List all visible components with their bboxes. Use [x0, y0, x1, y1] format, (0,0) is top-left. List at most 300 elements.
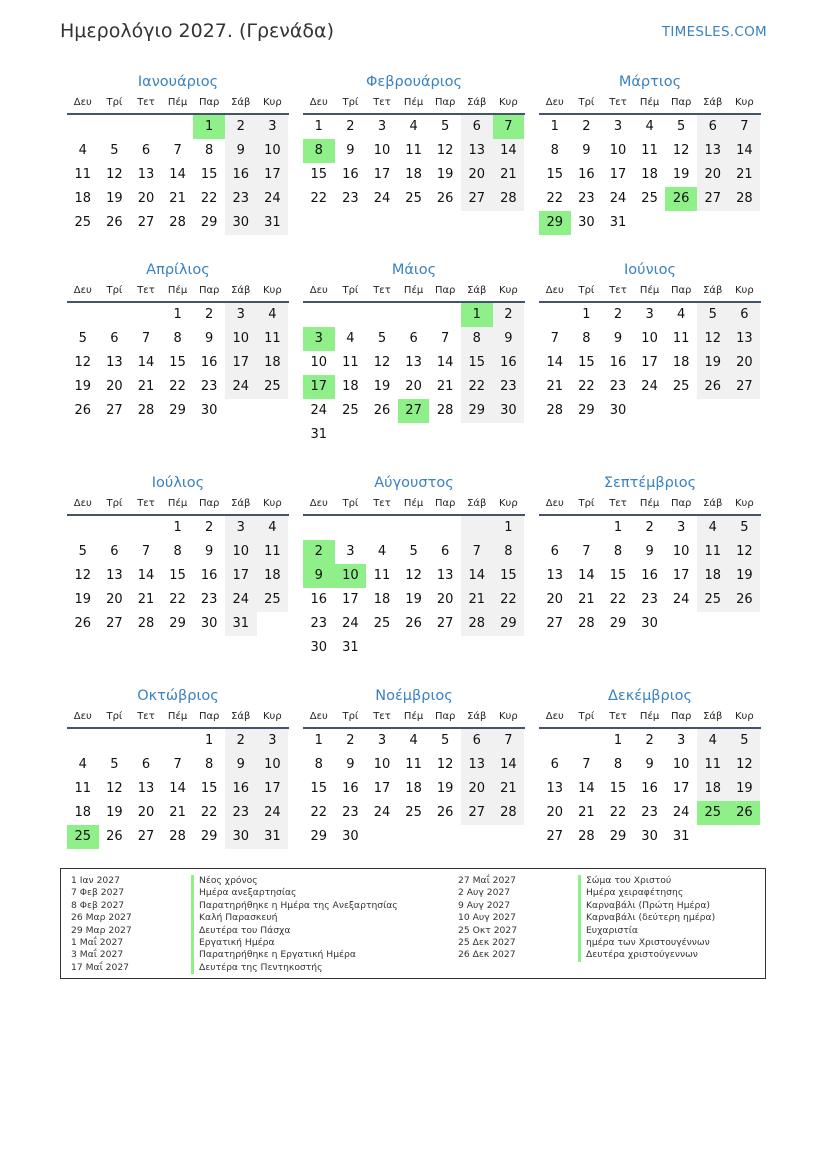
holiday-name: Καρναβάλι (δεύτερη ημέρα)	[578, 912, 715, 924]
day-cell: 7	[550, 331, 559, 346]
day-cell: 27	[137, 829, 155, 844]
empty-cell	[697, 825, 729, 849]
day-cell: 28	[493, 187, 525, 211]
weekday-header	[303, 707, 525, 729]
day-cell: 24	[310, 403, 328, 418]
day-cell: 3	[677, 733, 686, 748]
legend-item	[71, 900, 398, 912]
day-cell: 1	[613, 733, 623, 748]
weekday-header	[303, 494, 525, 516]
empty-cell	[366, 825, 398, 849]
day-cell: 27	[729, 375, 761, 399]
weekday-label: Σάβ	[467, 285, 487, 296]
week-row	[303, 564, 525, 588]
day-cell: 30	[342, 829, 359, 844]
day-cell: 10	[641, 331, 658, 346]
month-name: Δεκέμβριος	[607, 688, 693, 704]
weekday-label: Σάβ	[231, 711, 251, 722]
legend-item	[458, 887, 715, 899]
day-cell: 6	[110, 544, 119, 559]
weekday-label: Δευ	[73, 711, 92, 722]
day-cell: 2	[225, 115, 257, 139]
month-name: Σεπτέμβριος	[603, 475, 697, 491]
day-cell: 3	[677, 520, 686, 535]
day-cell: 8	[205, 143, 214, 158]
empty-cell	[634, 211, 666, 235]
day-cell: 5	[441, 733, 450, 748]
day-cell: 16	[342, 781, 359, 796]
day-cell: 20	[546, 592, 564, 607]
holiday-date: 29 Μαρ 2027	[71, 924, 132, 936]
day-cell: 29	[200, 829, 218, 844]
week-row	[303, 516, 525, 540]
day-cell: 23	[641, 805, 658, 820]
weekday-label: Κυρ	[263, 97, 282, 108]
holiday-day-cell: 2	[303, 540, 335, 564]
day-cell: 30	[641, 829, 658, 844]
day-cell: 28	[436, 403, 454, 418]
day-cell: 12	[106, 167, 123, 182]
day-cell: 22	[461, 375, 493, 399]
day-cell: 2	[582, 119, 591, 134]
weekday-label: Παρ	[198, 498, 220, 509]
day-cell: 4	[409, 119, 418, 134]
day-cell: 24	[257, 801, 289, 825]
day-cell: 6	[441, 544, 450, 559]
day-cell: 5	[110, 143, 119, 158]
day-cell: 4	[677, 307, 686, 322]
weekday-header	[539, 707, 761, 729]
weekday-label: Σάβ	[703, 97, 723, 108]
day-cell: 29	[578, 403, 595, 418]
weekday-label: Πέμ	[639, 285, 660, 296]
holiday-date: 1 Μαΐ 2027	[71, 936, 124, 948]
weekday-label: Δευ	[545, 97, 564, 108]
day-cell: 26	[405, 616, 422, 631]
day-cell: 17	[342, 592, 359, 607]
empty-cell	[539, 516, 571, 540]
weekday-header	[67, 93, 289, 115]
legend-item	[71, 912, 398, 924]
legend-item	[71, 937, 398, 949]
week-row	[67, 540, 289, 564]
weekday-label: Σάβ	[703, 498, 723, 509]
week-row	[303, 187, 525, 211]
week-row	[539, 777, 761, 801]
day-cell: 12	[672, 143, 690, 158]
week-row	[539, 163, 761, 187]
day-cell: 23	[225, 801, 257, 825]
day-cell: 2	[645, 520, 654, 535]
day-cell: 31	[609, 215, 627, 230]
day-cell: 26	[74, 403, 92, 418]
day-cell: 31	[342, 640, 359, 655]
day-cell: 6	[461, 115, 493, 139]
day-cell: 6	[409, 331, 418, 346]
month-calendar	[303, 685, 525, 849]
weekday-label: Πέμ	[639, 97, 660, 108]
empty-cell	[461, 636, 493, 660]
day-cell: 11	[641, 143, 658, 158]
day-cell: 29	[169, 403, 186, 418]
day-cell: 16	[641, 568, 658, 583]
month-calendar	[303, 71, 525, 211]
day-cell: 18	[672, 355, 690, 370]
holiday-name: Δευτέρα χριστούγεννων	[578, 949, 698, 961]
empty-cell	[99, 303, 131, 327]
day-cell: 20	[461, 777, 493, 801]
day-cell: 22	[169, 592, 186, 607]
day-cell: 4	[78, 143, 87, 158]
empty-cell	[99, 516, 131, 540]
legend-column	[71, 875, 398, 974]
holiday-day-cell: 26	[729, 801, 761, 825]
weekday-label: Τετ	[373, 285, 391, 296]
week-row	[67, 753, 289, 777]
day-cell: 28	[493, 801, 525, 825]
week-row	[303, 636, 525, 660]
day-cell: 21	[578, 592, 595, 607]
day-cell: 7	[729, 115, 761, 139]
weekday-header	[539, 281, 761, 303]
day-cell: 29	[461, 399, 493, 423]
day-cell: 23	[641, 592, 658, 607]
day-cell: 24	[672, 592, 690, 607]
day-cell: 29	[200, 215, 218, 230]
week-row	[303, 139, 525, 163]
day-cell: 19	[74, 379, 92, 394]
day-cell: 10	[672, 757, 690, 772]
holiday-name: Νέος χρόνος	[191, 875, 258, 887]
weekday-label: Δευ	[309, 97, 328, 108]
day-cell: 6	[461, 729, 493, 753]
day-cell: 17	[672, 568, 690, 583]
day-cell: 27	[137, 215, 155, 230]
day-cell: 21	[137, 379, 155, 394]
holiday-day-cell: 25	[697, 801, 729, 825]
week-row	[539, 187, 761, 211]
day-cell: 23	[493, 375, 525, 399]
week-row	[67, 399, 289, 423]
day-cell: 12	[405, 568, 422, 583]
day-cell: 14	[461, 564, 493, 588]
month-name: Ιανουάριος	[137, 74, 219, 90]
day-cell: 2	[346, 733, 355, 748]
day-cell: 19	[405, 592, 422, 607]
month-calendar	[303, 259, 525, 447]
empty-cell	[335, 303, 367, 327]
day-cell: 7	[441, 331, 450, 346]
day-cell: 15	[609, 568, 627, 583]
day-cell: 23	[342, 191, 359, 206]
day-cell: 16	[342, 167, 359, 182]
day-cell: 4	[257, 303, 289, 327]
week-row	[303, 588, 525, 612]
day-cell: 8	[461, 327, 493, 351]
day-cell: 17	[373, 167, 391, 182]
empty-cell	[366, 303, 398, 327]
day-cell: 20	[137, 805, 155, 820]
weekday-label: Δευ	[309, 711, 328, 722]
weekday-label: Σάβ	[231, 285, 251, 296]
weekday-label: Κυρ	[263, 711, 282, 722]
legend-item	[71, 887, 398, 899]
weekday-label: Σάβ	[467, 97, 487, 108]
page-title: Ημερολόγιο 2027. (Γρενάδα)	[60, 20, 334, 42]
day-cell: 7	[141, 331, 151, 346]
day-cell: 15	[461, 351, 493, 375]
holiday-name: Δευτέρα του Πάσχα	[191, 925, 290, 937]
day-cell: 14	[729, 139, 761, 163]
legend-item	[71, 949, 398, 961]
day-cell: 6	[697, 115, 729, 139]
day-cell: 4	[409, 733, 418, 748]
day-cell: 9	[346, 143, 355, 158]
legend-item	[71, 875, 398, 887]
empty-cell	[729, 825, 761, 849]
day-cell: 18	[342, 379, 359, 394]
month-name: Μάρτιος	[618, 74, 682, 90]
weekday-label: Τρί	[578, 498, 595, 509]
day-cell: 16	[493, 351, 525, 375]
day-cell: 30	[225, 211, 257, 235]
week-row	[539, 351, 761, 375]
weekday-label: Κυρ	[499, 498, 518, 509]
day-cell: 23	[578, 191, 595, 206]
day-cell: 16	[225, 163, 257, 187]
weekday-label: Τετ	[137, 285, 155, 296]
weekday-label: Τετ	[373, 711, 391, 722]
empty-cell	[697, 399, 729, 423]
weekday-label: Τρί	[342, 285, 359, 296]
weekday-label: Πέμ	[639, 498, 660, 509]
legend-column	[458, 875, 715, 962]
day-cell: 25	[257, 375, 289, 399]
day-cell: 7	[493, 729, 525, 753]
weekday-label: Πέμ	[403, 285, 424, 296]
holiday-day-cell: 3	[303, 327, 335, 351]
day-cell: 4	[645, 119, 654, 134]
day-cell: 26	[74, 616, 92, 631]
holiday-date: 7 Φεβ 2027	[71, 887, 125, 899]
week-row	[539, 729, 761, 753]
empty-cell	[429, 303, 461, 327]
day-cell: 24	[342, 616, 359, 631]
weekday-label: Κυρ	[735, 285, 754, 296]
day-cell: 24	[373, 805, 391, 820]
month-calendar	[67, 259, 289, 423]
day-cell: 12	[74, 355, 92, 370]
day-cell: 23	[310, 616, 328, 631]
day-cell: 4	[377, 544, 387, 559]
week-row	[539, 564, 761, 588]
holiday-name: Παρατηρήθηκε η Ημέρα της Ανεξαρτησίας	[191, 900, 398, 912]
day-cell: 7	[582, 544, 591, 559]
day-cell: 20	[137, 191, 155, 206]
day-cell: 24	[225, 588, 257, 612]
empty-cell	[461, 825, 493, 849]
holiday-day-cell: 17	[303, 375, 335, 399]
weekday-label: Κυρ	[263, 285, 282, 296]
week-row	[67, 163, 289, 187]
day-cell: 10	[373, 143, 391, 158]
day-cell: 8	[205, 757, 214, 772]
day-cell: 3	[377, 119, 387, 134]
empty-cell	[461, 423, 493, 447]
month-calendar	[539, 685, 761, 849]
day-cell: 26	[729, 588, 761, 612]
empty-cell	[665, 612, 697, 636]
weekday-label: Σάβ	[703, 711, 723, 722]
holiday-day-cell: 1	[193, 115, 225, 139]
day-cell: 2	[346, 119, 355, 134]
day-cell: 19	[697, 351, 729, 375]
day-cell: 4	[697, 729, 729, 753]
holiday-date: 9 Αυγ 2027	[458, 899, 511, 911]
weekday-label: Τετ	[137, 97, 155, 108]
day-cell: 17	[257, 777, 289, 801]
day-cell: 11	[342, 355, 359, 370]
day-cell: 19	[74, 592, 92, 607]
holiday-name: Ημέρα χειραφέτησης	[578, 887, 683, 899]
weekday-label: Δευ	[545, 285, 564, 296]
day-cell: 23	[609, 379, 627, 394]
week-row	[303, 777, 525, 801]
day-cell: 15	[546, 167, 564, 182]
day-cell: 30	[200, 616, 218, 631]
day-cell: 27	[106, 616, 123, 631]
empty-cell	[493, 825, 525, 849]
month-name: Απρίλιος	[146, 262, 210, 278]
day-cell: 12	[697, 327, 729, 351]
day-cell: 17	[672, 781, 690, 796]
holiday-day-cell: 7	[493, 115, 525, 139]
site-link[interactable]: TIMESLES.COM	[661, 24, 767, 40]
day-cell: 28	[461, 612, 493, 636]
empty-cell	[257, 399, 289, 423]
day-cell: 28	[137, 616, 155, 631]
week-row	[539, 753, 761, 777]
empty-cell	[571, 729, 603, 753]
week-row	[539, 540, 761, 564]
week-row	[67, 211, 289, 235]
weekday-label: Πέμ	[167, 97, 188, 108]
day-cell: 22	[200, 805, 218, 820]
day-cell: 18	[641, 167, 658, 182]
day-cell: 28	[169, 829, 186, 844]
day-cell: 8	[613, 544, 623, 559]
day-cell: 17	[225, 564, 257, 588]
week-row	[67, 187, 289, 211]
day-cell: 22	[200, 191, 218, 206]
day-cell: 25	[373, 616, 391, 631]
day-cell: 1	[613, 520, 623, 535]
day-cell: 23	[200, 592, 218, 607]
day-cell: 15	[200, 781, 218, 796]
weekday-label: Τετ	[609, 711, 627, 722]
day-cell: 8	[314, 757, 323, 772]
month-name: Ιούνιος	[624, 262, 676, 278]
empty-cell	[67, 115, 99, 139]
day-cell: 15	[493, 564, 525, 588]
day-cell: 27	[546, 829, 564, 844]
empty-cell	[335, 423, 367, 447]
day-cell: 24	[672, 805, 690, 820]
weekday-header	[67, 281, 289, 303]
day-cell: 12	[729, 753, 761, 777]
day-cell: 26	[697, 375, 729, 399]
day-cell: 11	[405, 757, 422, 772]
day-cell: 6	[550, 757, 559, 772]
day-cell: 6	[141, 757, 151, 772]
week-row	[67, 327, 289, 351]
day-cell: 24	[641, 379, 658, 394]
day-cell: 20	[405, 379, 422, 394]
day-cell: 14	[137, 568, 155, 583]
week-row	[303, 753, 525, 777]
month-name: Νοέμβριος	[375, 688, 453, 704]
day-cell: 14	[578, 781, 595, 796]
empty-cell	[67, 516, 99, 540]
weekday-label: Παρ	[434, 285, 456, 296]
day-cell: 11	[257, 540, 289, 564]
holiday-legend	[60, 868, 766, 979]
empty-cell	[571, 516, 603, 540]
day-cell: 18	[373, 592, 391, 607]
holiday-date: 25 Οκτ 2027	[458, 924, 518, 936]
day-cell: 18	[257, 564, 289, 588]
weekday-label: Τετ	[137, 498, 155, 509]
day-cell: 21	[137, 592, 155, 607]
day-cell: 25	[257, 588, 289, 612]
day-cell: 11	[373, 568, 391, 583]
empty-cell	[366, 516, 398, 540]
legend-item	[458, 912, 715, 924]
month-calendar	[539, 259, 761, 423]
day-cell: 30	[225, 825, 257, 849]
day-cell: 25	[342, 403, 359, 418]
weekday-label: Πέμ	[167, 498, 188, 509]
holiday-date: 27 Μαΐ 2027	[458, 875, 517, 886]
day-cell: 13	[436, 568, 454, 583]
day-cell: 27	[546, 616, 564, 631]
day-cell: 7	[141, 544, 151, 559]
day-cell: 3	[257, 115, 289, 139]
day-cell: 14	[493, 139, 525, 163]
day-cell: 21	[493, 777, 525, 801]
week-row	[539, 612, 761, 636]
day-cell: 26	[436, 191, 454, 206]
day-cell: 26	[106, 829, 123, 844]
day-cell: 2	[613, 307, 623, 322]
day-cell: 7	[173, 143, 182, 158]
day-cell: 27	[697, 187, 729, 211]
weekday-label: Πέμ	[403, 498, 424, 509]
weekday-label: Δευ	[73, 285, 92, 296]
weekday-label: Πέμ	[403, 711, 424, 722]
legend-item	[458, 937, 715, 949]
day-cell: 12	[436, 757, 454, 772]
day-cell: 1	[205, 733, 214, 748]
weekday-label: Τετ	[609, 498, 627, 509]
month-calendar	[303, 472, 525, 660]
day-cell: 25	[74, 215, 92, 230]
week-row	[303, 540, 525, 564]
holiday-name: Ευχαριστία	[578, 925, 638, 937]
week-row	[67, 564, 289, 588]
empty-cell	[398, 516, 430, 540]
holiday-date: 10 Αυγ 2027	[458, 912, 516, 924]
